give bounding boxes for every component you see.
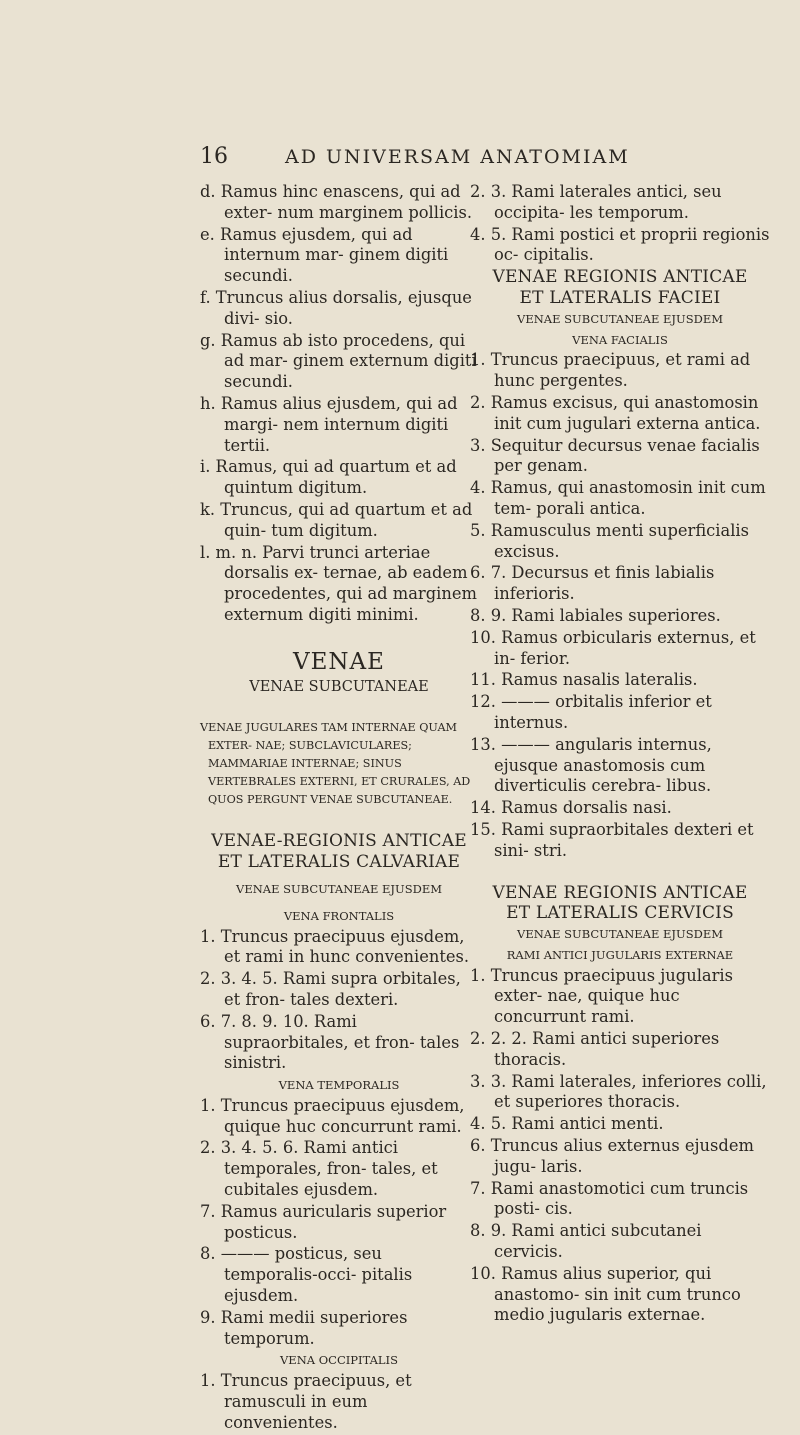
- entry: k. Truncus, qui ad quartum et ad quin- tum digitum.: [200, 499, 473, 540]
- entry: 11. Ramus nasalis lateralis.: [470, 670, 698, 690]
- section-heading: ET LATERALIS CALVARIAE: [217, 852, 461, 873]
- entry: h. Ramus alius ejusdem, qui ad margi- nem internum digiti tertii.: [200, 393, 458, 455]
- section-heading: ET LATERALIS CERVICIS: [506, 903, 734, 924]
- entry: 12. ——— orbitalis inferior et internus.: [470, 692, 712, 732]
- entry: 8. ——— posticus, seu temporalis-occi- pitalis ejusdem.: [200, 1244, 413, 1306]
- entry: 7. Rami anastomotici cum truncis posti- cis.: [470, 1178, 749, 1219]
- entry: f. Truncus alius dorsalis, ejusque divi- sio.: [200, 287, 472, 328]
- section-heading: VENAE REGIONIS ANTICAE: [492, 882, 748, 903]
- entry: 10. Ramus orbicularis externus, et in- ferior.: [470, 627, 756, 668]
- venae-note: VENAE JUGULARES TAM INTERNAE QUAM EXTER- NAE; SUBCLAVICULARES; MAMMARIAE INTERNAE; SINUS VERTEBRALES EXTERNI, ET CRURALES, AD QUOS PERGUNT VENAE SUBCUTANEAE.: [200, 721, 471, 807]
- left-column: [200, 182, 478, 1435]
- vena-label: VENA TEMPORALIS: [278, 1078, 400, 1093]
- entry: 6. Truncus alius externus ejusdem jugu- laris.: [470, 1136, 754, 1176]
- entry: 1. Truncus praecipuus jugularis exter- nae, quique huc concurrunt rami.: [470, 965, 733, 1027]
- entry: l. m. n. Parvi trunci arteriae dorsalis ex- ternae, ab eadem procedentes, qui ad marginem externum digiti minimi.: [200, 542, 477, 624]
- entry: 3. Sequitur decursus venae facialis per genam.: [470, 435, 760, 476]
- entry: d. Ramus hinc enascens, qui ad exter- num marginem pollicis.: [200, 182, 473, 222]
- entry: 8. 9. Rami antici subcutanei cervicis.: [470, 1221, 702, 1262]
- entry: 9. Rami medii superiores temporum.: [200, 1307, 408, 1348]
- running-header: [200, 144, 720, 170]
- entry: 2. 3. Rami laterales antici, seu occipita- les temporum.: [470, 182, 722, 222]
- vena-label: VENA OCCIPITALIS: [280, 1353, 398, 1368]
- section-heading: VENAE-REGIONIS ANTICAE: [211, 831, 467, 852]
- entry: 6. 7. 8. 9. 10. Rami supraorbitales, et fron- tales sinistri.: [200, 1011, 460, 1073]
- entry: 2. 3. 4. 5. 6. Rami antici temporales, fron- tales, et cubitales ejusdem.: [200, 1138, 438, 1200]
- entry: e. Ramus ejusdem, qui ad internum mar- ginem digiti secundi.: [200, 224, 449, 286]
- entry: 6. 7. Decursus et finis labialis inferioris.: [470, 563, 715, 604]
- entry: 8. 9. Rami labiales superiores.: [470, 605, 721, 625]
- entry: i. Ramus, qui ad quartum et ad quintum digitum.: [200, 457, 457, 498]
- entry: 13. ——— angularis internus, ejusque anastomosis cum diverticulis cerebra- libus.: [470, 734, 712, 796]
- entry: 7. Ramus auricularis superior posticus.: [200, 1201, 447, 1242]
- entry: 3. 3. Rami laterales, inferiores colli, et superiores thoracis.: [470, 1071, 767, 1112]
- running-title: AD UNIVERSAM ANATOMIAM: [285, 146, 630, 168]
- entry: 10. Ramus alius superior, qui anastomo- sin init cum trunco medio jugularis externae.: [470, 1263, 741, 1325]
- entry: 1. Truncus praecipuus ejusdem, quique huc concurrunt rami.: [200, 1095, 465, 1136]
- section-subheading: VENAE SUBCUTANEAE EJUSDEM: [517, 927, 723, 942]
- section-subheading: VENAE SUBCUTANEAE EJUSDEM: [517, 311, 723, 326]
- entry: 14. Ramus dorsalis nasi.: [470, 798, 672, 818]
- vena-label: VENA FRONTALIS: [283, 908, 395, 923]
- entry: g. Ramus ab isto procedens, qui ad mar- ginem externum digiti secundi.: [200, 330, 477, 392]
- section-subheading: VENAE SUBCUTANEAE EJUSDEM: [236, 881, 442, 896]
- entry: 4. Ramus, qui anastomosin init cum tem- porali antica.: [470, 478, 766, 518]
- section-heading: ET LATERALIS FACIEI: [519, 287, 721, 308]
- entry: 15. Rami supraorbitales dexteri et sini- stri.: [470, 819, 754, 860]
- entry: 2. 2. 2. Rami antici superiores thoracis.: [470, 1029, 720, 1069]
- entry: 1. Truncus praecipuus, et ramusculi in eum convenientes.: [200, 1371, 412, 1432]
- entry: 2. Ramus excisus, qui anastomosin init cum jugulari externa antica.: [470, 392, 761, 433]
- venae-subtitle: VENAE SUBCUTANEAE: [249, 678, 429, 695]
- entry: 4. 5. Rami postici et proprii regionis oc- cipitalis.: [470, 224, 770, 265]
- entry: 2. 3. 4. 5. Rami supra orbitales, et fron- tales dexteri.: [200, 969, 461, 1009]
- entry: 1. Truncus praecipuus ejusdem, et rami in hunc convenientes.: [200, 926, 470, 967]
- vena-label: RAMI ANTICI JUGULARIS EXTERNAE: [506, 947, 734, 962]
- entry: 1. Truncus praecipuus, et rami ad hunc pergentes.: [470, 350, 751, 391]
- entry: 5. Ramusculus menti superficialis excisus.: [470, 520, 749, 561]
- vena-label: VENA FACIALIS: [572, 332, 668, 347]
- right-column: [470, 182, 770, 1327]
- entry: 4. 5. Rami antici menti.: [470, 1114, 664, 1134]
- section-heading: VENAE REGIONIS ANTICAE: [492, 267, 748, 288]
- page-number: 16: [200, 144, 228, 169]
- venae-title: VENAE: [293, 648, 385, 675]
